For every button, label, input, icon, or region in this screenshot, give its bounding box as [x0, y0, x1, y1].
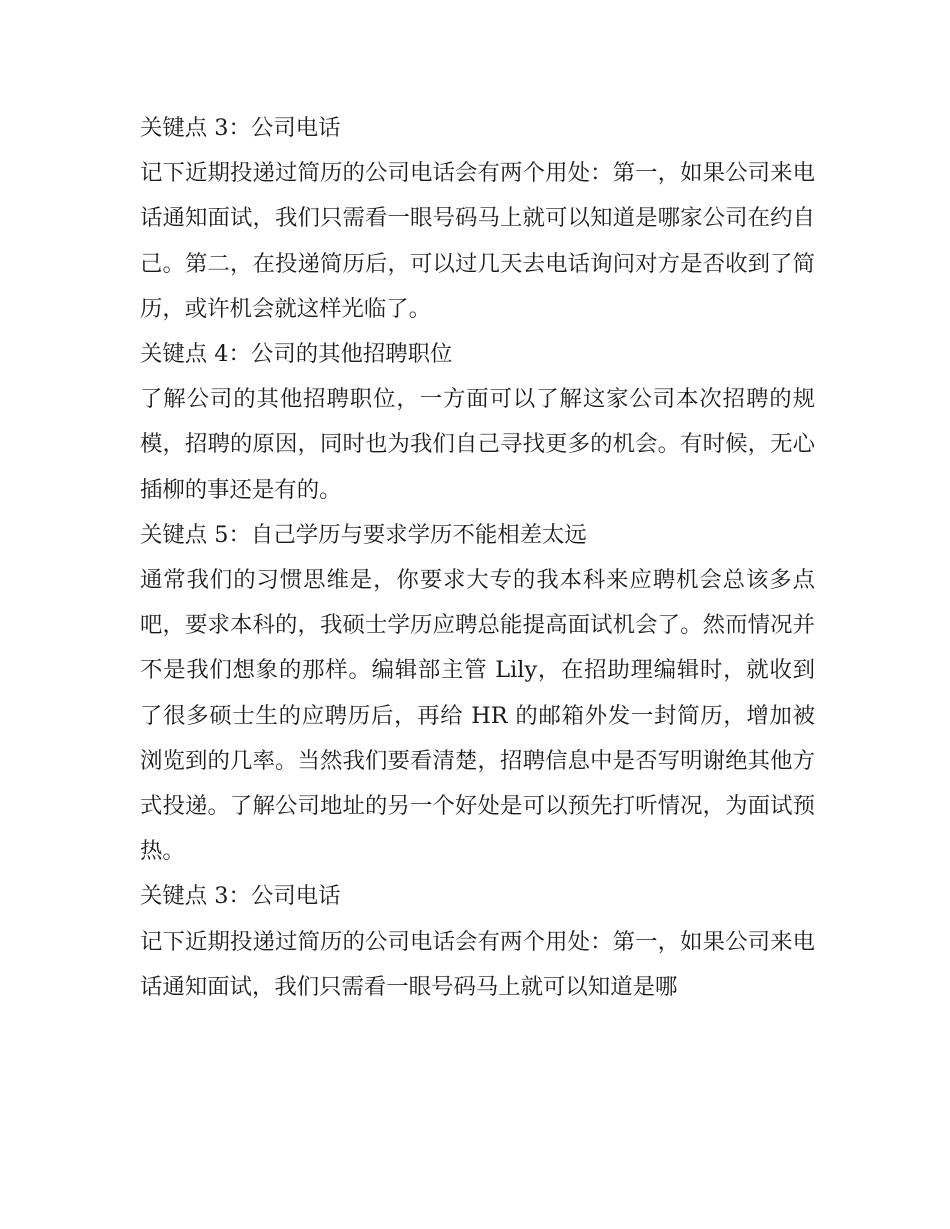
section-heading-key-point-5: 关键点 5：自己学历与要求学历不能相差太远	[140, 521, 587, 548]
paragraph-company-phone-repeat: 记下近期投递过简历的公司电话会有两个用处：第一，如果公司来电话通知面试，我们只需看一眼号码马上就可以知道是哪	[140, 928, 815, 1000]
paragraph-other-positions: 了解公司的其他招聘职位，一方面可以了解这家公司本次招聘的规模，招聘的原因，同时也为我们自己寻找更多的机会。有时候，无心插柳的事还是有的。	[140, 386, 815, 503]
paragraph-company-phone: 记下近期投递过简历的公司电话会有两个用处：第一，如果公司来电话通知面试，我们只需看一眼号码马上就可以知道是哪家公司在约自己。第二，在投递简历后，可以过几天去电话询问对方是否收到了简历，或许机会就这样光临了。	[140, 160, 815, 322]
section-heading-key-point-3-repeat: 关键点 3：公司电话	[140, 883, 341, 910]
document-body	[140, 106, 815, 1010]
section-heading-key-point-3: 关键点 3：公司电话	[140, 115, 341, 141]
paragraph-education-requirement: 通常我们的习惯思维是，你要求大专的我本科来应聘机会总该多点吧，要求本科的，我硕士学历应聘总能提高面试机会了。然而情况并不是我们想象的那样。编辑部主管 Lily，在招助理编辑时，就收到了很多硕士生的应聘历后，再给 HR 的邮箱外发一封简历，增加被浏览到的几率。当然我们要看清楚，招聘信息中是否写明谢绝其他方式投递。了解公司地址的另一个好处是可以预先打听情况，为面试预热。	[140, 567, 815, 865]
section-heading-key-point-4: 关键点 4：公司的其他招聘职位	[140, 341, 453, 368]
